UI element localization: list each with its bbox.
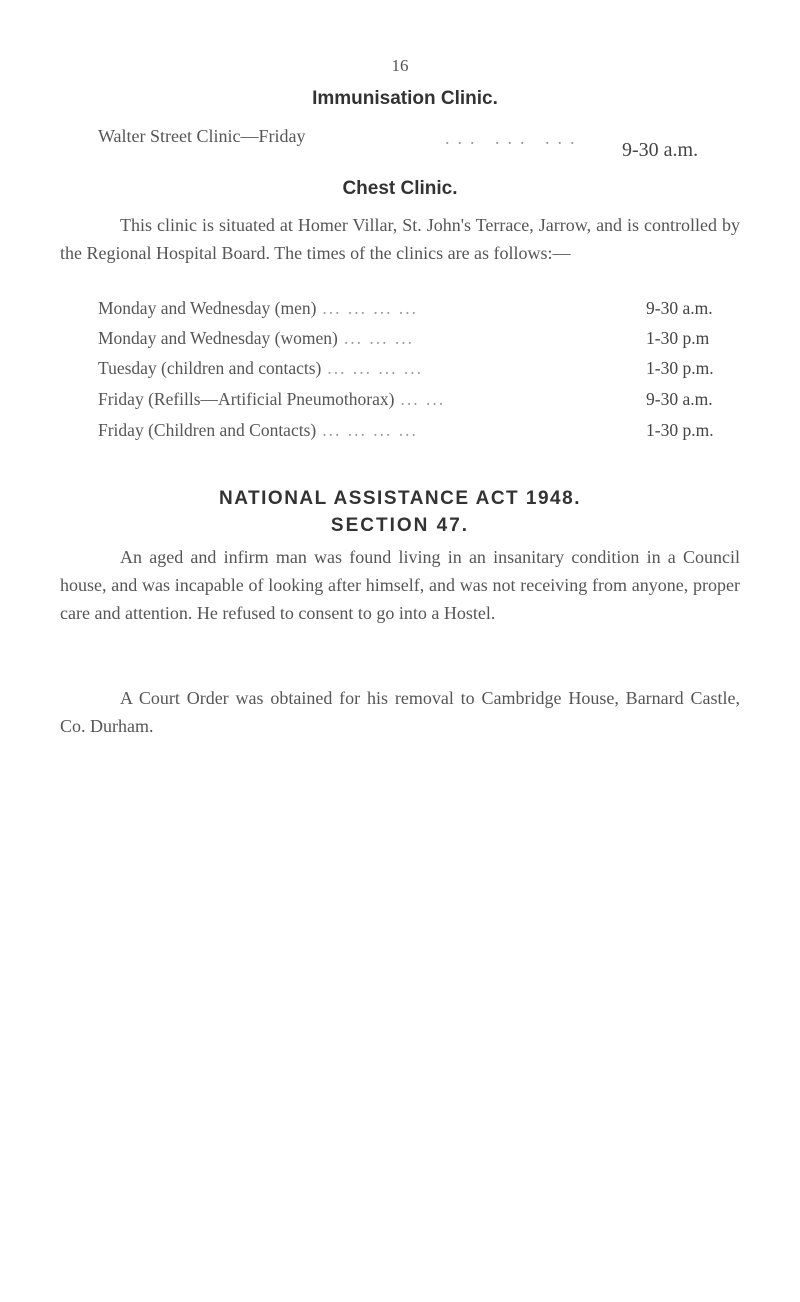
schedule-label: Friday (Refills—Artificial Pneumothorax) bbox=[98, 389, 395, 409]
schedule-time: 1-30 p.m. bbox=[646, 420, 714, 440]
schedule-time: 9-30 a.m. bbox=[646, 389, 713, 409]
case-paragraph: An aged and infirm man was found living in an insanitary condition in a Council house, and was incapable of looking after himself, and was not receiving from anyone, proper care and attention. He refused to consent to go into a Hostel. bbox=[60, 547, 740, 623]
national-assistance-act-heading: NATIONAL ASSISTANCE ACT 1948. bbox=[219, 488, 581, 509]
schedule-label: Tuesday (children and contacts) bbox=[98, 358, 322, 378]
section-heading: SECTION 47. bbox=[330, 515, 470, 536]
schedule-row bbox=[98, 389, 738, 410]
schedule-time: 1-30 p.m. bbox=[646, 358, 714, 378]
schedule-row bbox=[98, 420, 738, 441]
immunisation-heading: Immunisation Clinic. bbox=[312, 88, 498, 109]
chest-clinic-intro: This clinic is situated at Homer Villar, St. John's Terrace, Jarrow, and is controlled by the Regional Hospital Board. The times of the clinics are as follows:— bbox=[60, 215, 740, 263]
schedule-row bbox=[98, 358, 738, 379]
chest-clinic-heading: Chest Clinic. bbox=[342, 178, 458, 199]
schedule-label: Friday (Children and Contacts) bbox=[98, 420, 317, 440]
schedule-row bbox=[98, 298, 738, 319]
immunisation-leader-dots: ... ... ... bbox=[445, 128, 583, 148]
schedule-leader-dots: ... ... bbox=[400, 389, 446, 409]
schedule-row bbox=[98, 328, 738, 349]
schedule-time: 1-30 p.m bbox=[646, 328, 710, 348]
schedule-label: Monday and Wednesday (men) bbox=[98, 298, 317, 318]
court-order-paragraph: A Court Order was obtained for his removal to Cambridge House, Barnard Castle, Co. Durham. bbox=[60, 688, 740, 736]
schedule-time: 9-30 a.m. bbox=[646, 298, 713, 318]
immunisation-time: 9-30 a.m. bbox=[622, 139, 699, 161]
page-number: 16 bbox=[391, 56, 409, 75]
immunisation-clinic-label: Walter Street Clinic—Friday bbox=[98, 126, 306, 146]
schedule-leader-dots: ... ... ... ... bbox=[322, 298, 419, 318]
schedule-leader-dots: ... ... ... ... bbox=[322, 420, 418, 440]
schedule-label: Monday and Wednesday (women) bbox=[98, 328, 338, 348]
schedule-leader-dots: ... ... ... bbox=[343, 328, 414, 348]
schedule-leader-dots: ... ... ... ... bbox=[327, 358, 424, 378]
